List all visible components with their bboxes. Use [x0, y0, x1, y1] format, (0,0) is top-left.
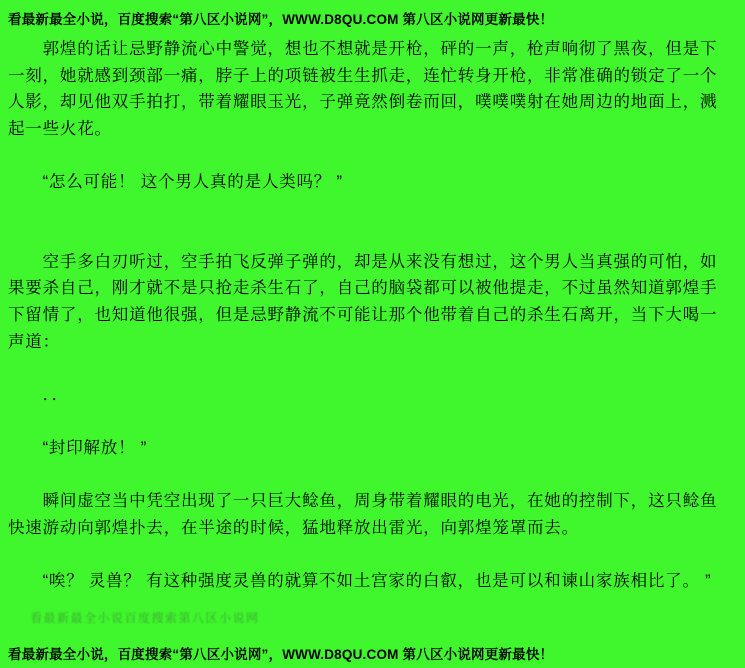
top-promo-banner: 看最新最全小说，百度搜索“第八区小说网”，WWW.D8QU.COM 第八区小说网更新最快！ — [8, 12, 554, 27]
text-line: “唉？ 灵兽？ 有这种强度灵兽的就算不如土宫家的白叡，也是可以和谏山家族相比了。 ” — [8, 571, 712, 590]
text-line — [8, 462, 722, 489]
text-line — [8, 142, 722, 169]
text-line: 郭煌的话让忌野静流心中警觉，想也不想就是开枪，砰的一声，枪声响彻了黑夜，但是下 — [8, 40, 718, 58]
text-line — [8, 196, 722, 223]
text-line: 空手多白刃听过，空手拍飞反弹子弹的，却是从来没有想过，这个男人当真强的可怕，如 — [8, 252, 718, 271]
text-line: ．． — [8, 385, 69, 404]
text-line: “封印解放！ ” — [8, 438, 148, 457]
text-line: 起一些火花。 — [8, 119, 112, 138]
text-line — [8, 355, 722, 382]
text-line: 一刻，她就感到颈部一痛，脖子上的项链被生生抓走，连忙转身开枪，非常准确的锁定了一个 — [8, 66, 718, 85]
text-line — [8, 408, 722, 435]
text-line: 下留情了，也知道他很强，但是忌野静流不可能让那个他带着自己的杀生石离开，当下大喝一 — [8, 305, 718, 324]
text-line — [8, 541, 722, 568]
novel-text — [8, 36, 722, 594]
text-line: 人影，却见他双手拍打，带着耀眼玉光，子弹竟然倒卷而回，噗噗噗射在她周边的地面上，溅 — [8, 93, 718, 112]
text-line: 快速游动向郭煌扑去，在半途的时候，猛地释放出雷光，向郭煌笼罩而去。 — [8, 518, 579, 537]
text-line: 声道： — [8, 332, 60, 351]
text-line: “怎么可能！ 这个男人真的是人类吗？ ” — [8, 172, 343, 191]
text-line: 果要杀自己，刚才就不是只抢走杀生石了，自己的脑袋都可以被他提走，不过虽然知道郭煌手 — [8, 279, 718, 298]
text-line — [8, 222, 722, 249]
text-line: 瞬间虚空当中凭空出现了一只巨大鲶鱼，周身带着耀眼的电光，在她的控制下，这只鲶鱼 — [8, 492, 718, 511]
bottom-promo-banner: 看最新最全小说，百度搜索“第八区小说网”，WWW.D8QU.COM 第八区小说网更新最快！ — [8, 647, 554, 662]
blurred-artifact-text: 看最新最全小说百度搜索第八区小说网 — [30, 611, 260, 625]
